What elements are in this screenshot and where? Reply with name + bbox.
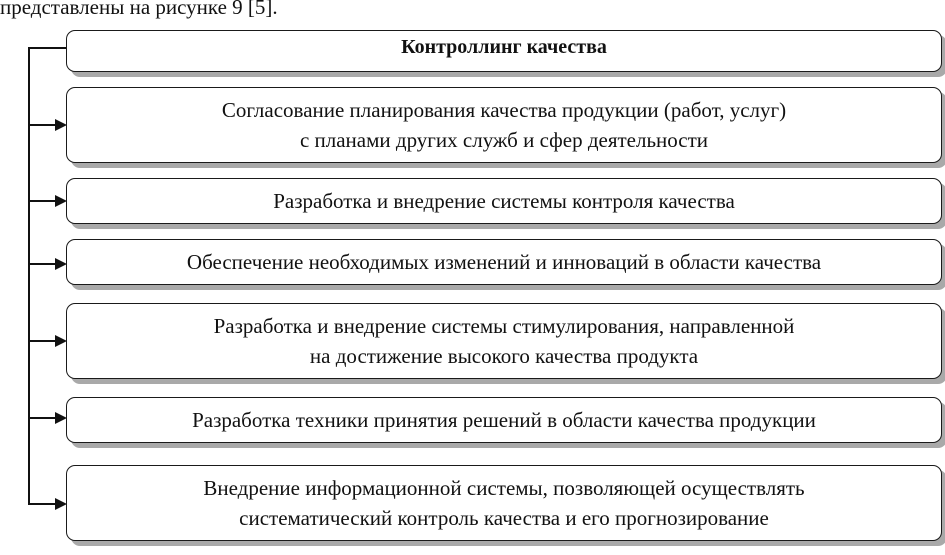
- item-line: Обеспечение необходимых изменений и инноваций в области качества: [186, 250, 822, 274]
- connector-arrow-line: [28, 340, 56, 342]
- connector-vertical-line: [28, 47, 30, 505]
- connector-arrow-line: [28, 200, 56, 202]
- diagram-item-5: [66, 397, 942, 443]
- item-line: с планами других служб и сфер деятельности: [299, 128, 709, 152]
- connector-title-line: [28, 47, 66, 49]
- diagram-title: Контроллинг качества: [401, 36, 607, 58]
- diagram-item-6: [66, 465, 942, 541]
- connector-arrow-line: [28, 503, 56, 505]
- connector-arrow-line: [28, 263, 56, 265]
- title-box: [66, 30, 942, 72]
- item-line: на достижение высокого качества продукта: [309, 344, 699, 368]
- item-line: систематический контроль качества и его прогнозирование: [239, 506, 769, 530]
- diagram-item-1: [66, 87, 942, 163]
- diagram-item-3: [66, 239, 942, 285]
- item-line: Разработка техники принятия решений в области качества продукции: [192, 408, 816, 432]
- item-line: Разработка и внедрение системы контроля качества: [273, 189, 735, 213]
- connector-arrow-line: [28, 124, 56, 126]
- caption-text: представлены на рисунке 9 [5].: [0, 0, 278, 19]
- item-line: Согласование планирования качества продукции (работ, услуг): [221, 98, 787, 122]
- connector-arrow-line: [28, 417, 56, 419]
- diagram-item-2: [66, 178, 942, 224]
- diagram-item-4: [66, 303, 942, 379]
- item-line: Внедрение информационной системы, позволяющей осуществлять: [203, 476, 805, 500]
- item-line: Разработка и внедрение системы стимулирования, направленной: [213, 314, 795, 338]
